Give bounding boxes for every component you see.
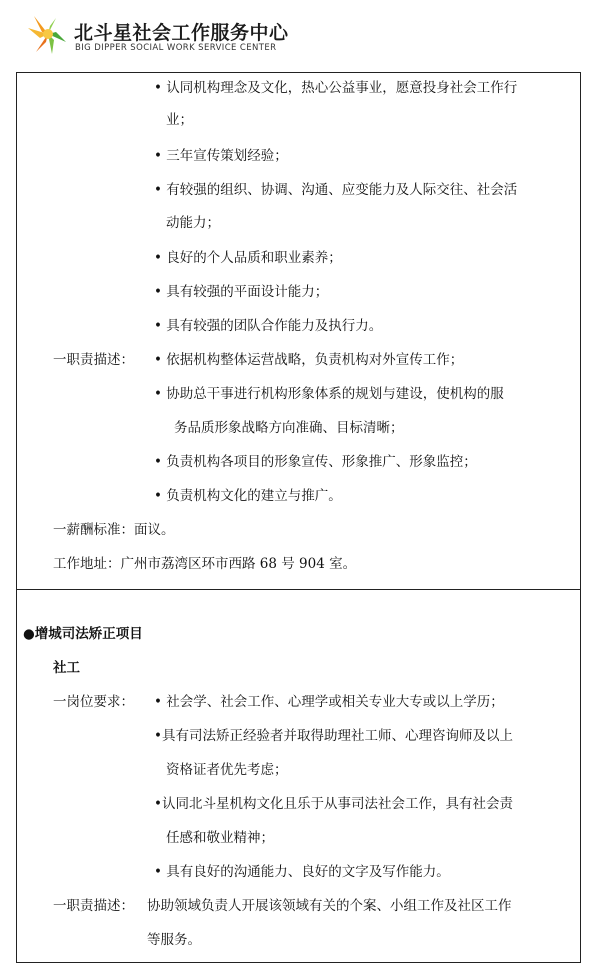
duty-item: • 依据机构整体运营战略，负责机构对外宣传工作； xyxy=(154,352,464,368)
requirement-item: • 具有较强的平面设计能力； xyxy=(154,284,329,300)
requirement-label: 一岗位要求： xyxy=(53,694,134,710)
requirement-item: • 具有良好的沟通能力、良好的文字及写作能力。 xyxy=(154,864,450,880)
duty-label: 一职责描述： xyxy=(53,898,134,914)
duty-item: • 负责机构文化的建立与推广。 xyxy=(154,488,342,504)
requirement-item: • 有较强的组织、协调、沟通、应变能力及人际交往、社会活 xyxy=(154,182,518,198)
duty-item-continued: 务品质形象战略方向准确、目标清晰； xyxy=(174,420,404,436)
job-section-publicity xyxy=(16,72,581,590)
requirement-item: • 良好的个人品质和职业素养； xyxy=(154,250,342,266)
organization-name-en: BIG DIPPER SOCIAL WORK SERVICE CENTER xyxy=(75,43,277,53)
duty-label: 一职责描述： xyxy=(53,352,134,368)
position-title: 社工 xyxy=(53,660,80,676)
page-header xyxy=(0,0,595,70)
job-section-judicial-correction xyxy=(16,590,581,963)
duty-item: 协助领域负责人开展该领域有关的个案、小组工作及社区工作 xyxy=(147,898,512,914)
salary-line: 一薪酬标准：面议。 xyxy=(53,522,175,538)
duty-item: • 协助总干事进行机构形象体系的规划与建设，使机构的服 xyxy=(154,386,504,402)
big-dipper-logo-icon xyxy=(26,12,70,56)
requirement-item: • 三年宣传策划经验； xyxy=(154,148,288,164)
requirement-item: • 社会学、社会工作、心理学或相关专业大专或以上学历； xyxy=(154,694,504,710)
requirement-item: • 认同机构理念及文化，热心公益事业，愿意投身社会工作行 xyxy=(154,80,518,96)
requirement-item: •具有司法矫正经验者并取得助理社工师、心理咨询师及以上 xyxy=(154,728,513,744)
requirement-item-continued: 动能力； xyxy=(166,215,220,231)
requirement-item-continued: 资格证者优先考虑； xyxy=(166,762,288,778)
work-address-line: 工作地址：广州市荔湾区环市西路 68 号 904 室。 xyxy=(53,556,357,572)
requirement-item: •认同北斗星机构文化且乐于从事司法社会工作，具有社会责 xyxy=(154,796,513,812)
organization-name-cn: 北斗星社会工作服务中心 xyxy=(74,22,289,44)
duty-item: • 负责机构各项目的形象宣传、形象推广、形象监控； xyxy=(154,454,477,470)
duty-item-continued: 等服务。 xyxy=(147,932,201,948)
requirement-item-continued: 任感和敬业精神； xyxy=(166,830,274,846)
requirement-item-continued: 业； xyxy=(166,112,193,128)
project-title: ●增城司法矫正项目 xyxy=(23,626,143,642)
requirement-item: • 具有较强的团队合作能力及执行力。 xyxy=(154,318,383,334)
